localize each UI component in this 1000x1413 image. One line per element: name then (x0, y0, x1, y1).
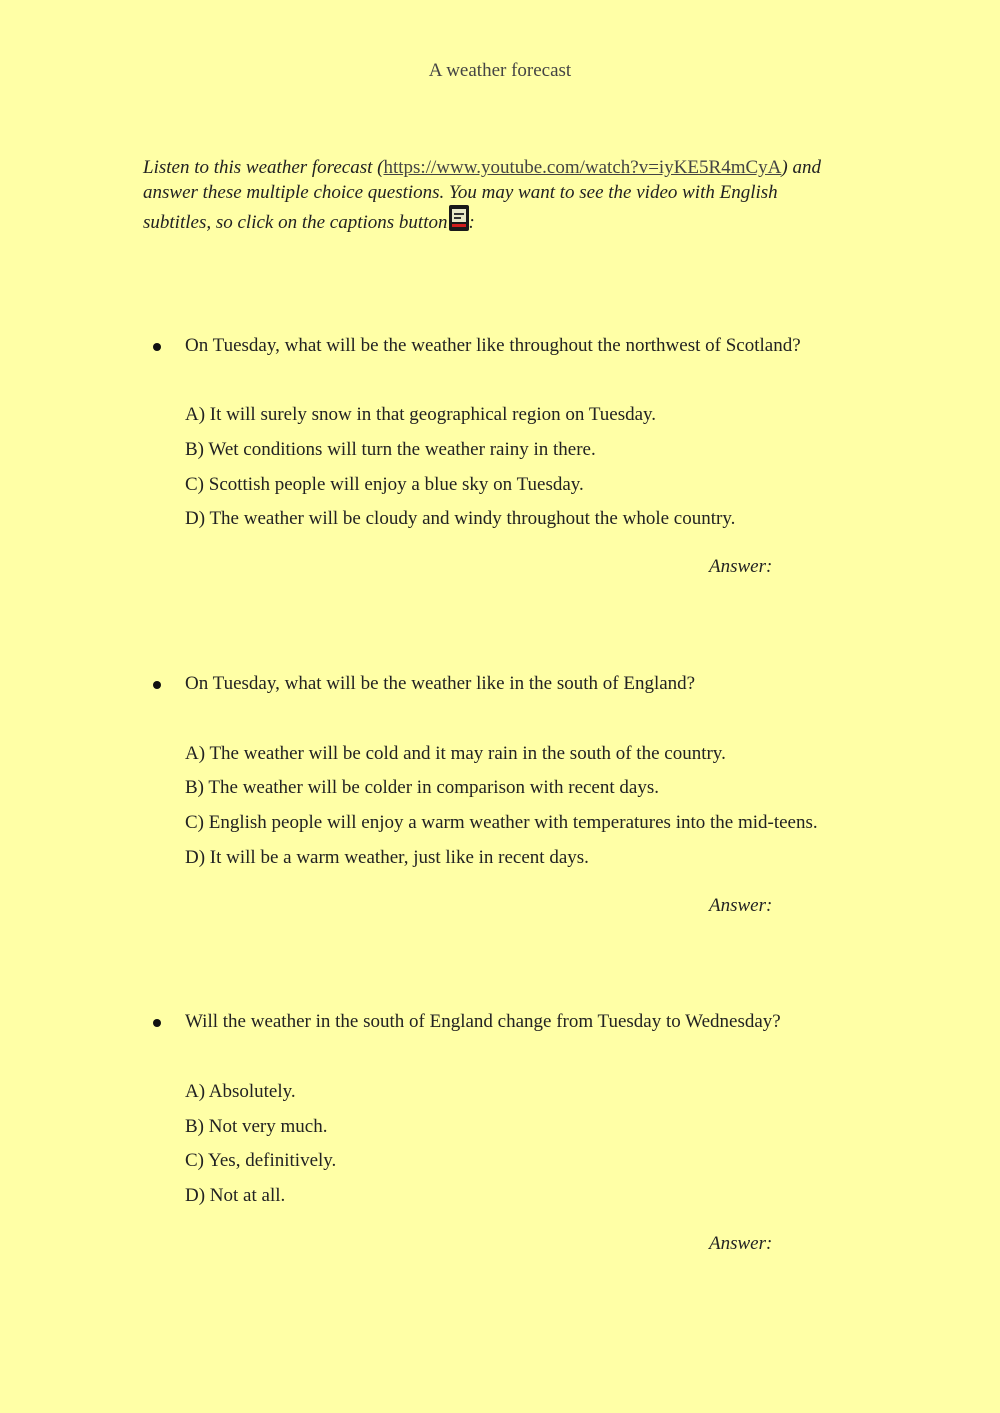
option-d[interactable]: D) The weather will be cloudy and windy throughout the whole country. (185, 508, 736, 529)
youtube-link[interactable]: https://www.youtube.com/watch?v=iyKE5R4mCyA (383, 157, 782, 178)
bullet-icon (153, 1019, 161, 1027)
instructions-text-start: Listen to this weather forecast ( (143, 157, 384, 178)
option-b[interactable]: B) The weather will be colder in comparison with recent days. (185, 777, 659, 798)
instructions-colon: : (468, 212, 475, 233)
bullet-icon (153, 681, 161, 689)
question-text: On Tuesday, what will be the weather like throughout the northwest of Scotland? (185, 335, 801, 356)
option-a[interactable]: A) Absolutely. (185, 1081, 296, 1102)
bullet-icon (153, 343, 161, 351)
question-text: On Tuesday, what will be the weather like in the south of England? (185, 673, 696, 694)
option-d[interactable]: D) It will be a warm weather, just like in recent days. (185, 847, 589, 868)
option-b[interactable]: B) Wet conditions will turn the weather rainy in there. (185, 439, 596, 460)
answer-label: Answer: (709, 895, 773, 916)
question-text: Will the weather in the south of England change from Tuesday to Wednesday? (185, 1011, 781, 1032)
option-d[interactable]: D) Not at all. (185, 1185, 286, 1206)
option-a[interactable]: A) It will surely snow in that geographical region on Tuesday. (185, 404, 657, 425)
page-title: A weather forecast (428, 60, 572, 81)
option-c[interactable]: C) Yes, definitively. (185, 1150, 337, 1171)
instructions-text-end: ) and answer these multiple choice questions. You may want to see the video with English subtitles, so click on the captions button (143, 157, 821, 233)
answer-label: Answer: (709, 556, 773, 577)
option-c[interactable]: C) English people will enjoy a warm weather with temperatures into the mid-teens. (185, 812, 818, 833)
option-a[interactable]: A) The weather will be cold and it may rain in the south of the country. (185, 743, 726, 764)
answer-label: Answer: (709, 1233, 773, 1254)
option-b[interactable]: B) Not very much. (185, 1116, 328, 1137)
option-c[interactable]: C) Scottish people will enjoy a blue sky on Tuesday. (185, 474, 584, 495)
captions-icon (449, 205, 469, 231)
instructions (143, 155, 843, 235)
